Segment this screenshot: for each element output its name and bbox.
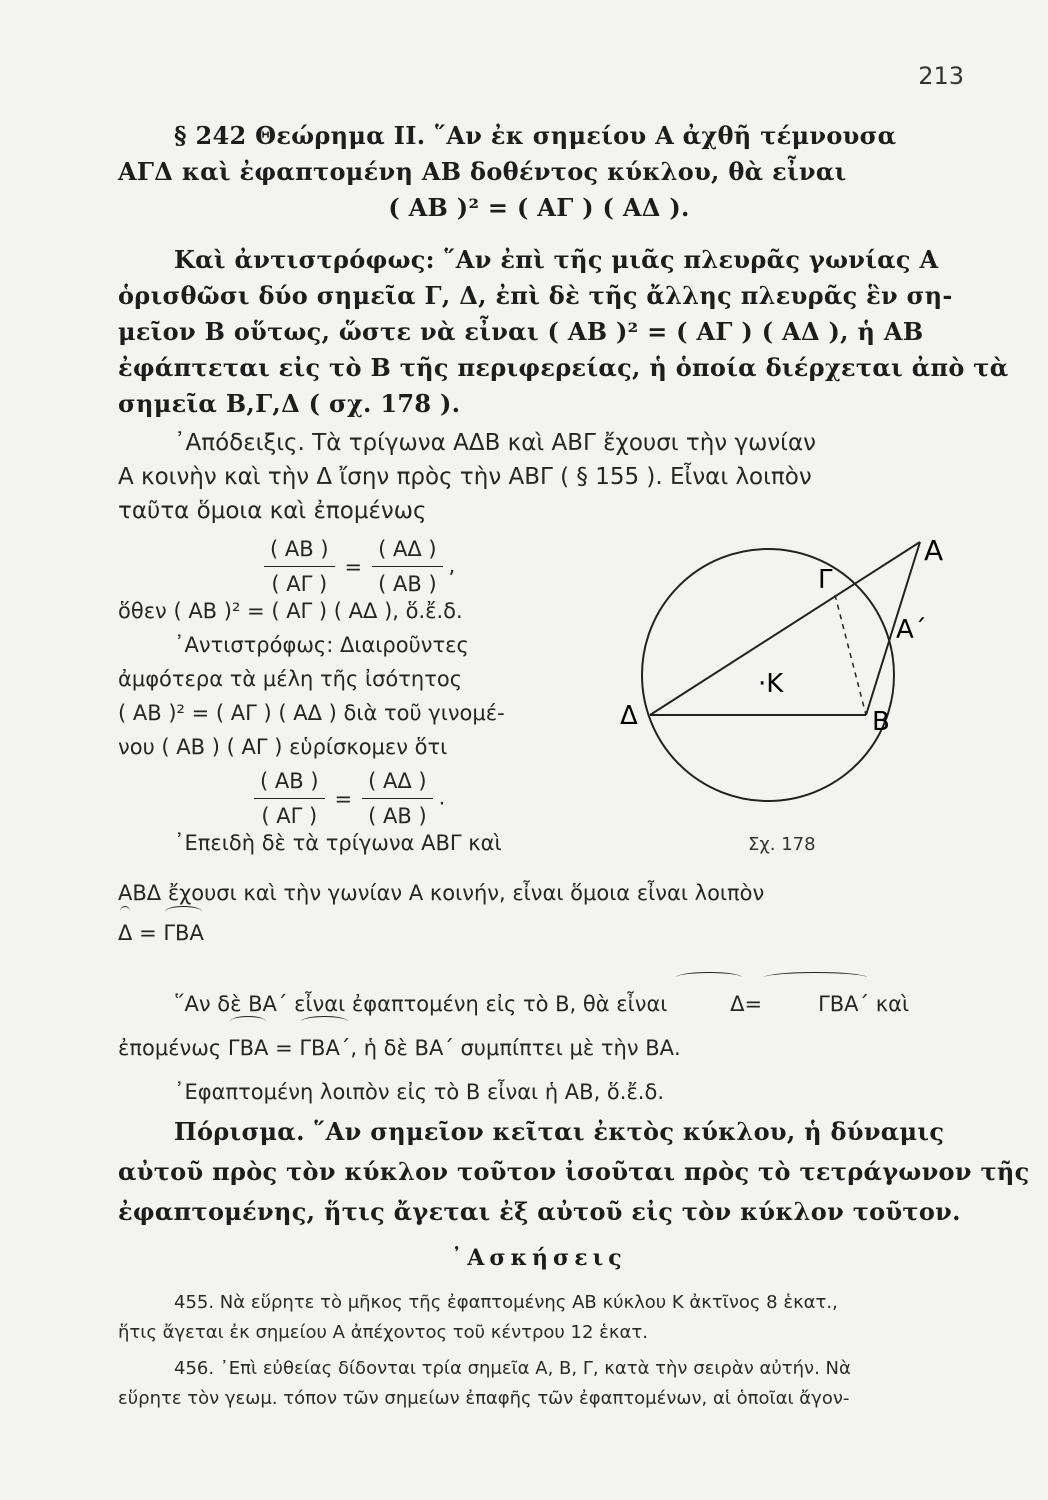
corollary-line: Πόρισμα. ῞Αν σημεῖον κεῖται ἐκτὸς κύκλου, ἡ δύναμις [174, 1117, 945, 1146]
converse-proof-line: νου ( ΑΒ ) ( ΑΓ ) εὑρίσκομεν ὅτι [118, 735, 448, 759]
label-d: Δ [620, 701, 638, 731]
fraction-denominator: ( ΑΒ ) [368, 804, 427, 828]
exercise-line: 455. Νὰ εὕρητε τὸ μῆκος τῆς ἐφαπτομένης ΑΒ κύκλου Κ ἀκτῖνος 8 ἑκατ., [174, 1292, 838, 1313]
exercise-line: ἥτις ἄγεται ἐκ σημείου Α ἀπέχοντος τοῦ κέντρου 12 ἑκατ. [118, 1322, 648, 1343]
fraction-equation-2: $\frac{( AB )}{( A\Gamma )}$ = $\frac{( A\Delta )}{( AB )}$ . [248, 764, 638, 826]
corollary-block [118, 1112, 1030, 1232]
converse-line: ἐφάπτεται εἰς τὸ Β τῆς περιφερείας, ἡ ὁποία διέρχεται ἀπὸ τὰ [118, 353, 1009, 382]
converse-proof-line: ἀμφότερα τὰ μέλη τῆς ἰσότητος [118, 667, 463, 691]
label-a: Α [924, 534, 944, 567]
proof-line: ταῦτα ὅμοια καὶ ἐπομένως [118, 498, 427, 524]
proof-block [118, 426, 960, 528]
label-k: ·Κ [758, 669, 784, 699]
exercise-line: 456. ᾿Επὶ εὐθείας δίδονται τρία σημεῖα Α, Β, Γ, κατὰ τὴν σειρὰν αὐτήν. Νὰ [174, 1358, 851, 1379]
fraction-denominator: ( ΑΓ ) [271, 572, 328, 596]
angle-symbol: Δ [118, 916, 132, 950]
angle-symbol: ΓΒΑ΄ [762, 982, 869, 1026]
equals-sign: = [139, 921, 157, 945]
fraction-numerator: ( ΑΒ ) [264, 532, 335, 567]
fraction-tail: , [448, 553, 456, 578]
since-line: ΑΒΔ ἔχουσι καὶ τὴν γωνίαν Α κοινήν, εἶναι ὅμοια εἶναι λοιπὸν [118, 881, 765, 905]
converse-proof-line: ( ΑΒ )² = ( ΑΓ ) ( ΑΔ ) διὰ τοῦ γινομέ- [118, 701, 505, 725]
tangent-block [118, 982, 960, 1114]
converse-line: Καὶ ἀντιστρόφως: ῞Αν ἐπὶ τῆς μιᾶς πλευρᾶς γωνίας Α [174, 245, 939, 274]
page-number: 213 [918, 62, 964, 90]
angle-symbol: Δ [674, 982, 744, 1026]
converse-line: ὁρισθῶσι δύο σημεῖα Γ, Δ, ἐπὶ δὲ τῆς ἄλλης πλευρᾶς ἓν ση- [118, 281, 953, 310]
tangent-text: , ἡ δὲ ΒΑ΄ συμπίπτει μὲ τὴν ΒΑ. [350, 1036, 681, 1060]
fraction-numerator: ( ΑΒ ) [254, 764, 325, 799]
exercises-heading-text: ᾿Ασκήσεις [451, 1245, 627, 1271]
theorem-line: § 242 Θεώρημα ΙΙ. ῞Αν ἐκ σημείου Α ἀχθῆ τέμνουσα [174, 121, 897, 150]
angle-symbol: ΓΒΑ΄ [299, 1026, 350, 1070]
since-line: ᾿Επειδὴ δὲ τὰ τρίγωνα ΑΒΓ καὶ [174, 831, 502, 855]
tangent-text: καὶ [875, 992, 910, 1016]
theorem-formula: ( ΑΒ )² = ( ΑΓ ) ( ΑΔ ). [388, 193, 690, 222]
proof-narrow-column [118, 532, 638, 860]
tangent-line: ᾿Εφαπτομένη λοιπὸν εἰς τὸ Β εἶναι ἡ ΑΒ, ὅ.ἔ.δ. [174, 1080, 665, 1104]
fraction-tail: . [438, 785, 446, 810]
fraction-equation-1: $\frac{( AB )}{( A\Gamma )}$ = $\frac{( A\Delta )}{( AB )}$ , [258, 532, 638, 594]
label-b: Β [872, 707, 890, 737]
figure-178 [620, 520, 980, 870]
fraction-denominator: ( ΑΒ ) [378, 572, 437, 596]
equals-sign: = [744, 992, 763, 1016]
label-a-prime: Α΄ [896, 615, 927, 645]
secant-line [650, 542, 920, 715]
converse-line: σημεῖα Β,Γ,Δ ( σχ. 178 ). [118, 389, 461, 418]
proof-line: Α κοινὴν καὶ τὴν Δ ἴσην πρὸς τὴν ΑΒΓ ( § 155 ). Εἶναι λοιπὸν [118, 464, 812, 490]
corollary-line: ἐφαπτομένης, ἥτις ἄγεται ἐξ αὐτοῦ εἰς τὸν κύκλον τοῦτον. [118, 1197, 961, 1226]
corollary-line: αὐτοῦ πρὸς τὸν κύκλον τοῦτον ἰσοῦται πρὸς τὸ τετράγωνον τῆς [118, 1157, 1030, 1186]
converse-block [118, 242, 1009, 422]
equals-sign: = [275, 1036, 293, 1060]
exercise-line: εὕρητε τὸν γεωμ. τόπον τῶν σημείων ἐπαφῆς τῶν ἐφαπτομένων, αἱ ὁποῖαι ἄγον- [118, 1388, 850, 1409]
theorem-block [118, 118, 960, 226]
proof-hence-line: ὅθεν ( ΑΒ )² = ( ΑΓ ) ( ΑΔ ), ὅ.ἔ.δ. [118, 599, 463, 623]
figure-caption: Σχ. 178 [748, 834, 816, 855]
theorem-line: ΑΓΔ καὶ ἐφαπτομένη ΑΒ δοθέντος κύκλου, θὰ εἶναι [118, 157, 847, 186]
exercises-block [118, 1288, 960, 1414]
tangent-text: ῞Αν δὲ ΒΑ΄ εἶναι ἐφαπτομένη εἰς τὸ Β, θὰ εἶναι [174, 992, 668, 1016]
angle-symbol: ΓΒΑ [163, 916, 203, 950]
label-g: Γ [818, 565, 833, 595]
since-continuation [118, 876, 960, 950]
angle-symbol: ΓΒΑ [228, 1026, 268, 1070]
tangent-line [118, 1026, 960, 1070]
dashed-chord [835, 595, 866, 715]
angle-equality [118, 916, 960, 950]
proof-line: ᾿Απόδειξις. Τὰ τρίγωνα ΑΔΒ καὶ ΑΒΓ ἔχουσι τὴν γωνίαν [174, 430, 816, 456]
fraction-numerator: ( ΑΔ ) [372, 532, 443, 567]
exercises-heading [118, 1240, 960, 1276]
converse-line: μεῖον Β οὕτως, ὥστε νὰ εἶναι ( ΑΒ )² = ( ΑΓ ) ( ΑΔ ), ἡ ΑΒ [118, 317, 924, 346]
converse-proof-line: ᾿Αντιστρόφως: Διαιροῦντες [174, 633, 469, 657]
tangent-text: ἐπομένως [118, 1036, 222, 1060]
fraction-denominator: ( ΑΓ ) [261, 804, 318, 828]
fraction-numerator: ( ΑΔ ) [362, 764, 433, 799]
